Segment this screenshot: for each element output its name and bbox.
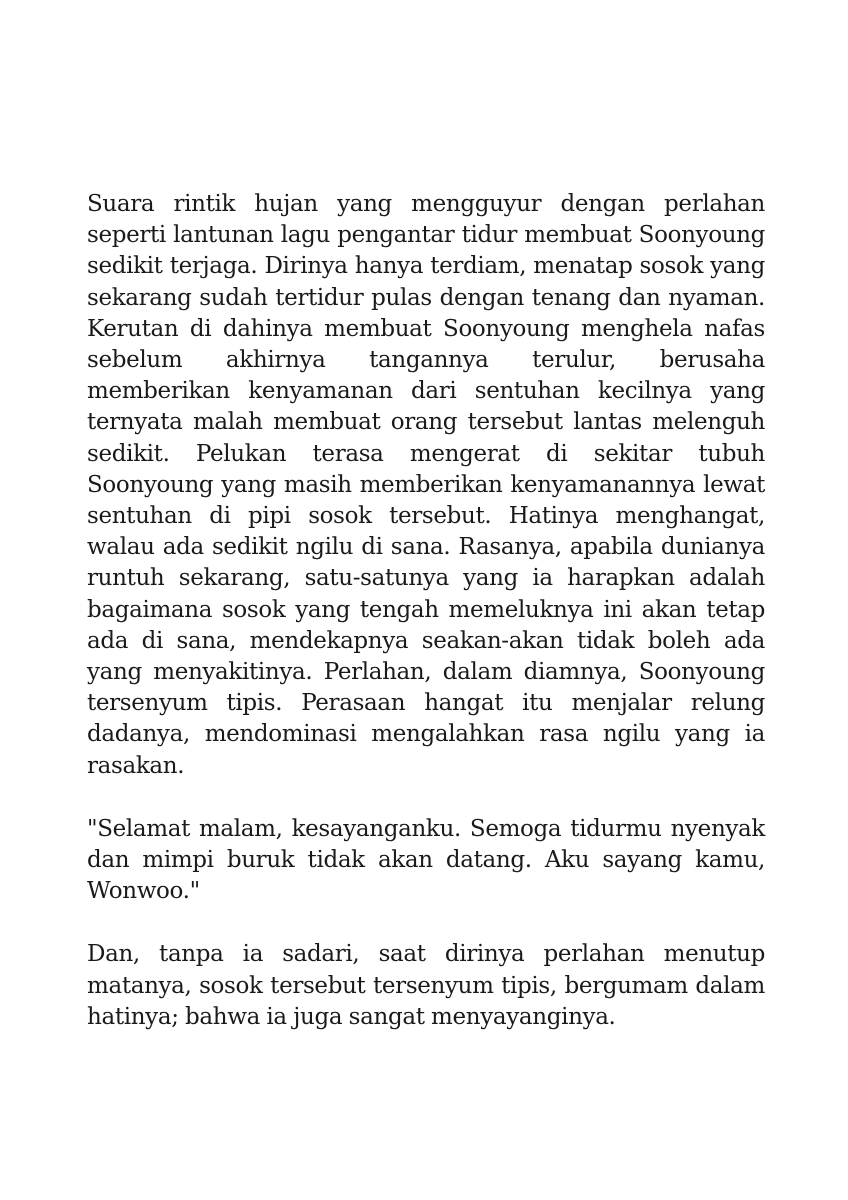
document-page — [87, 189, 765, 1033]
paragraph-dialogue: "Selamat malam, kesayanganku. Semoga tidurmu nyenyak dan mimpi buruk tidak akan datang. Aku sayang kamu, Wonwoo." — [87, 815, 765, 905]
paragraph-closing: Dan, tanpa ia sadari, saat dirinya perlahan menutup matanya, sosok tersebut tersenyum tipis, bergumam dalam hatinya; bahwa ia juga sangat menyayanginya. — [87, 941, 765, 1030]
paragraph-narrative: Suara rintik hujan yang mengguyur dengan perlahan seperti lantunan lagu pengantar tidur membuat Soonyoung sedikit terjaga. Dirinya hanya terdiam, menatap sosok yang sekarang sudah tertidur pulas dengan tenang dan nyaman. Kerutan di dahinya membuat Soonyoung menghela nafas sebelum akhirnya tangannya terulur, berusaha memberikan kenyamanan dari sentuhan kecilnya yang ternyata malah membuat orang tersebut lantas melenguh sedikit. Pelukan terasa mengerat di sekitar tubuh Soonyoung yang masih memberikan kenyamanannya lewat sentuhan di pipi sosok tersebut. Hatinya menghangat, walau ada sedikit ngilu di sana. Rasanya, apabila dunianya runtuh sekarang, satu-satunya yang ia harapkan adalah bagaimana sosok yang tengah memeluknya ini akan tetap ada di sana, mendekapnya seakan-akan tidak boleh ada yang menyakitinya. Perlahan, dalam diamnya, Soonyoung tersenyum tipis. Perasaan hangat itu menjalar relung dadanya, mendominasi mengalahkan rasa ngilu yang ia rasakan. — [87, 191, 765, 779]
